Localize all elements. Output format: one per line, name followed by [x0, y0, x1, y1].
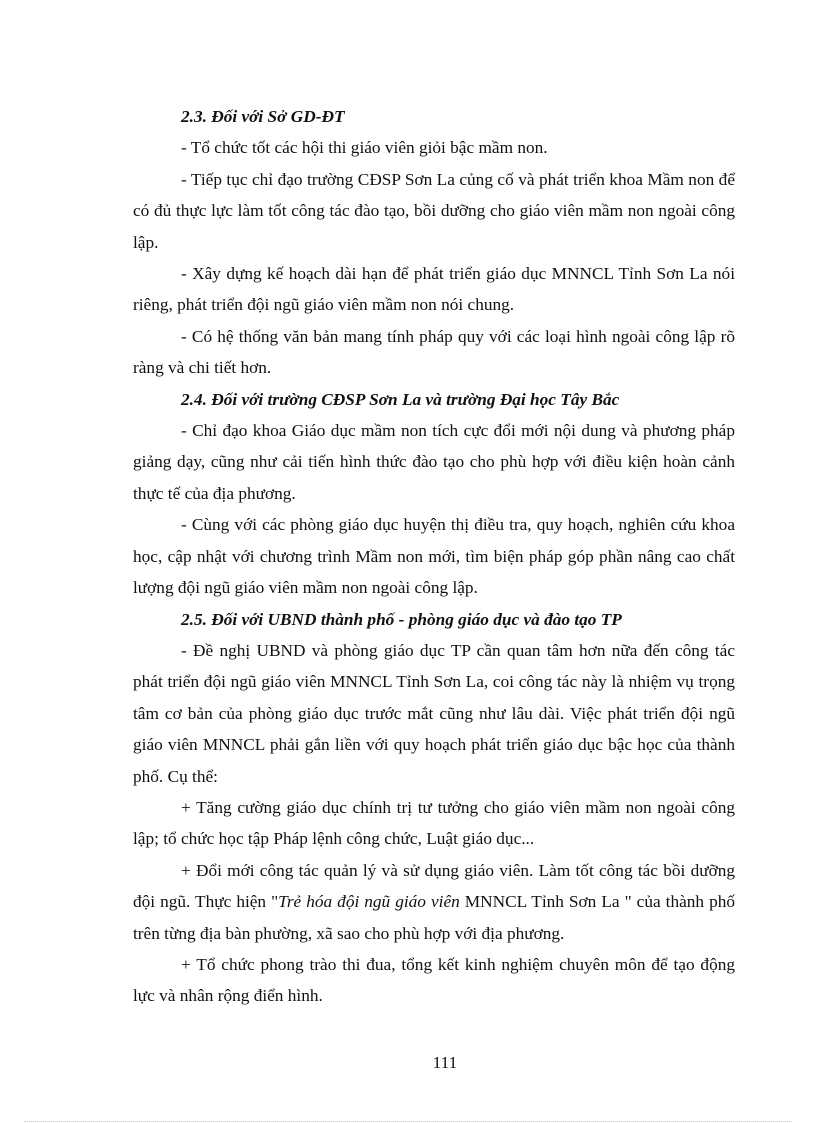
section-heading: 2.3. Đối với Sở GD-ĐT — [181, 107, 345, 126]
paragraph: - Chỉ đạo khoa Giáo dục mầm non tích cực đổi mới nội dung và phương pháp giảng dạy, cũng như cải tiến hình thức đào tạo cho phù hợp với điều kiện hoàn cảnh thực tế của địa phương. — [133, 421, 735, 503]
page-number: 111 — [432, 1053, 458, 1072]
paragraph: - Tiếp tục chỉ đạo trường CĐSP Sơn La củng cố và phát triển khoa Mầm non để có đủ thực lực làm tốt công tác đào tạo, bồi dưỡng cho giáo viên mầm non ngoài công lập. — [133, 169, 735, 252]
document-page — [133, 101, 735, 1012]
paragraph: - Tổ chức tốt các hội thi giáo viên giỏi bậc mầm non. — [181, 138, 548, 158]
italic-quote: Trẻ hóa đội ngũ giáo viên — [278, 892, 460, 912]
text-run: + Đổi mới công tác quản lý và sử dụng giáo viên. Làm tốt công tác bồi dưỡng đội ngũ. Thực hiện " — [133, 860, 735, 912]
section-heading: 2.5. Đối với UBND thành phố - phòng giáo dục và đào tạo TP — [181, 609, 622, 629]
paragraph: - Có hệ thống văn bản mang tính pháp quy với các loại hình ngoài công lập rõ ràng và chi tiết hơn. — [133, 326, 735, 378]
footer-divider — [24, 1121, 792, 1122]
paragraph: - Xây dựng kế hoạch dài hạn để phát triển giáo dục MNNCL Tỉnh Sơn La nói riêng, phát triển đội ngũ giáo viên mầm non nói chung. — [133, 264, 735, 315]
paragraph: - Cùng với các phòng giáo dục huyện thị điều tra, quy hoạch, nghiên cứu khoa học, cập nhật với chương trình Mầm non mới, tìm biện pháp góp phần nâng cao chất lượng đội ngũ giáo viên mầm non ngoài công lập. — [133, 515, 735, 598]
paragraph: + Tăng cường giáo dục chính trị tư tưởng cho giáo viên mầm non ngoài công lập; tổ chức học tập Pháp lệnh công chức, Luật giáo dục... — [133, 797, 735, 849]
paragraph: + Tổ chức phong trào thi đua, tổng kết kinh nghiệm chuyên môn để tạo động lực và nhân rộng điển hình. — [133, 954, 735, 1006]
paragraph-mixed — [133, 855, 735, 949]
text-run: MNNCL Tỉnh Sơn La " của thành phố trên từng địa bàn phường, xã sao cho phù hợp với địa phương. — [133, 892, 736, 943]
section-heading: 2.4. Đối với trường CĐSP Sơn La và trường Đại học Tây Bắc — [181, 389, 620, 409]
paragraph: - Đề nghị UBND và phòng giáo dục TP cần quan tâm hơn nữa đến công tác phát triển đội ngũ giáo viên MNNCL Tỉnh Sơn La, coi công tác này là nhiệm vụ trọng tâm cơ bản của phòng giáo dục trước mắt cũng như lâu dài. Việc phát triển đội ngũ giáo viên MNNCL phải gắn liền với quy hoạch phát triển giáo dục bậc học của thành phố. Cụ thể: — [133, 640, 735, 786]
